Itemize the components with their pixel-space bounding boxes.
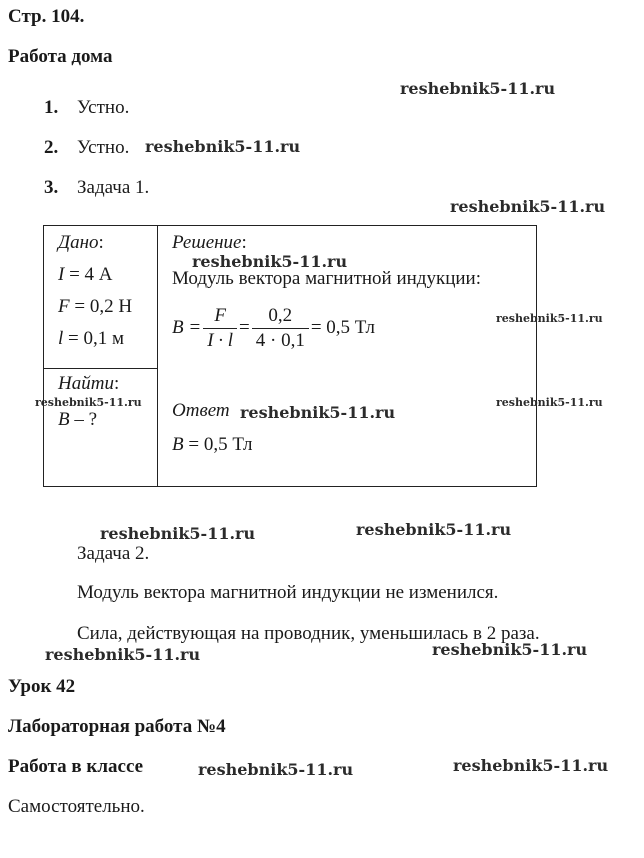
watermark: reshebnik5-11.ru [432,640,588,659]
fraction-1: $\frac{F}{I \cdot l}$ [203,304,237,353]
watermark: reshebnik5-11.ru [35,396,142,409]
watermark: reshebnik5-11.ru [192,252,348,271]
solution-label: Решение: [172,232,247,253]
find-value: B – ? [58,409,98,430]
given-current: I = 4 А [58,264,113,285]
page-header: Стр. 104. [8,6,85,27]
solution-formula: B = $\frac{F}{I \cdot l}$ = $\frac{0,2}{4 \cdot 0,1}$ = 0,5 Тл [172,304,375,351]
answer-value: B = 0,5 Тл [172,434,253,455]
list-number: 3. [44,177,59,198]
list-text: Устно. [77,97,130,118]
find-cell [44,369,158,487]
answer-label: Ответ [172,400,230,421]
given-cell [44,226,158,369]
list-number: 2. [44,137,59,158]
given-length: l = 0,1 м [58,328,125,349]
given-label: Дано: [58,232,104,253]
task2-line1: Модуль вектора магнитной индукции не изменился. [77,582,499,603]
given-force: F = 0,2 Н [58,296,133,317]
watermark: reshebnik5-11.ru [356,520,512,539]
watermark: reshebnik5-11.ru [100,524,256,543]
task2-title: Задача 2. [77,543,150,564]
solution-text: Модуль вектора магнитной индукции: [172,268,481,289]
watermark: reshebnik5-11.ru [198,760,354,779]
find-label: Найти: [58,373,120,394]
list-text: Устно. [77,137,130,158]
independent-text: Самостоятельно. [8,796,145,817]
task2-line2: Сила, действующая на проводник, уменьшилась в 2 раза. [77,623,540,644]
watermark: reshebnik5-11.ru [450,197,606,216]
fraction-2: $\frac{0,2}{4 \cdot 0,1}$ [252,304,309,353]
watermark: reshebnik5-11.ru [45,645,201,664]
watermark: reshebnik5-11.ru [496,312,603,325]
list-item [44,177,149,199]
lab-title: Лабораторная работа №4 [8,716,226,737]
list-item [44,137,129,159]
watermark: reshebnik5-11.ru [496,396,603,409]
section-home-title: Работа дома [8,46,113,67]
class-work-title: Работа в классе [8,756,144,777]
watermark: reshebnik5-11.ru [240,403,396,422]
list-number: 1. [44,97,59,118]
watermark: reshebnik5-11.ru [145,137,301,156]
list-item [44,97,129,119]
watermark: reshebnik5-11.ru [453,756,609,775]
watermark: reshebnik5-11.ru [400,79,556,98]
list-text: Задача 1. [77,177,150,198]
lesson-title: Урок 42 [8,676,76,697]
